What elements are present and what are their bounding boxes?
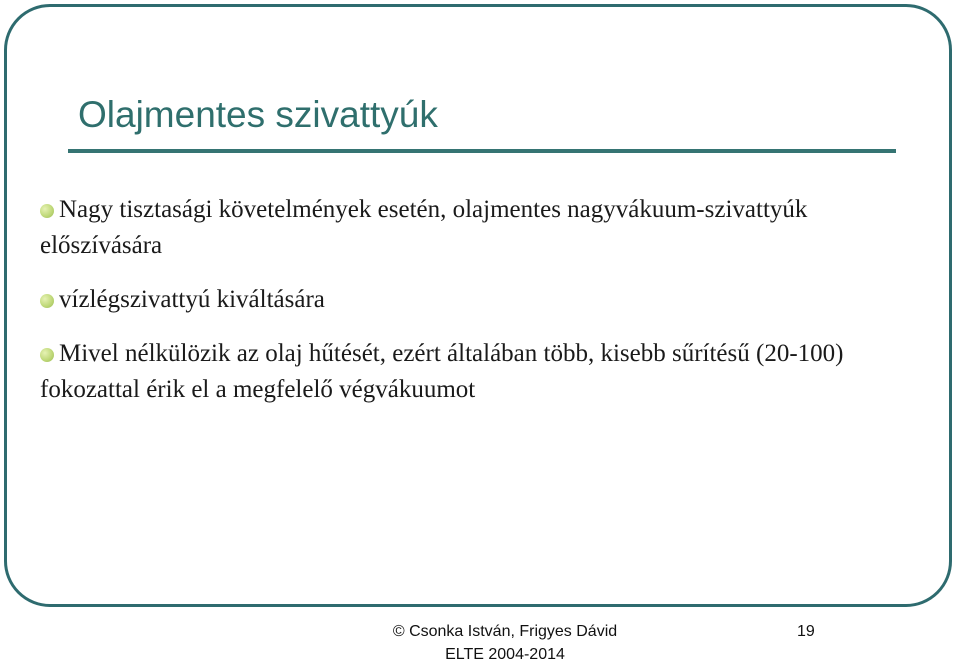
bullet-list xyxy=(40,192,900,426)
slide-title: Olajmentes szivattyúk xyxy=(78,94,438,135)
page-number: 19 xyxy=(797,623,815,640)
bullet-item xyxy=(40,192,900,264)
footer-credits xyxy=(380,620,630,666)
title-underline xyxy=(68,149,896,153)
bullet-item xyxy=(40,282,900,318)
bullet-dot-icon xyxy=(40,204,54,218)
bullet-dot-icon xyxy=(40,348,54,362)
bullet-item xyxy=(40,336,900,408)
bullet-dot-icon xyxy=(40,294,54,308)
bullet-text: Nagy tisztasági követelmények esetén, olajmentes nagyvákuum-szivattyúk előszívására xyxy=(40,196,808,259)
footer-copyright: © Csonka István, Frigyes Dávid xyxy=(392,623,618,640)
bullet-text: vízlégszivattyú kiváltására xyxy=(59,286,325,313)
bullet-text: Mivel nélkülözik az olaj hűtését, ezért általában több, kisebb sűrítésű (20-100) fokozattal érik el a megfelelő végvákuumot xyxy=(40,340,844,403)
footer-institution: ELTE 2004-2014 xyxy=(445,646,565,663)
